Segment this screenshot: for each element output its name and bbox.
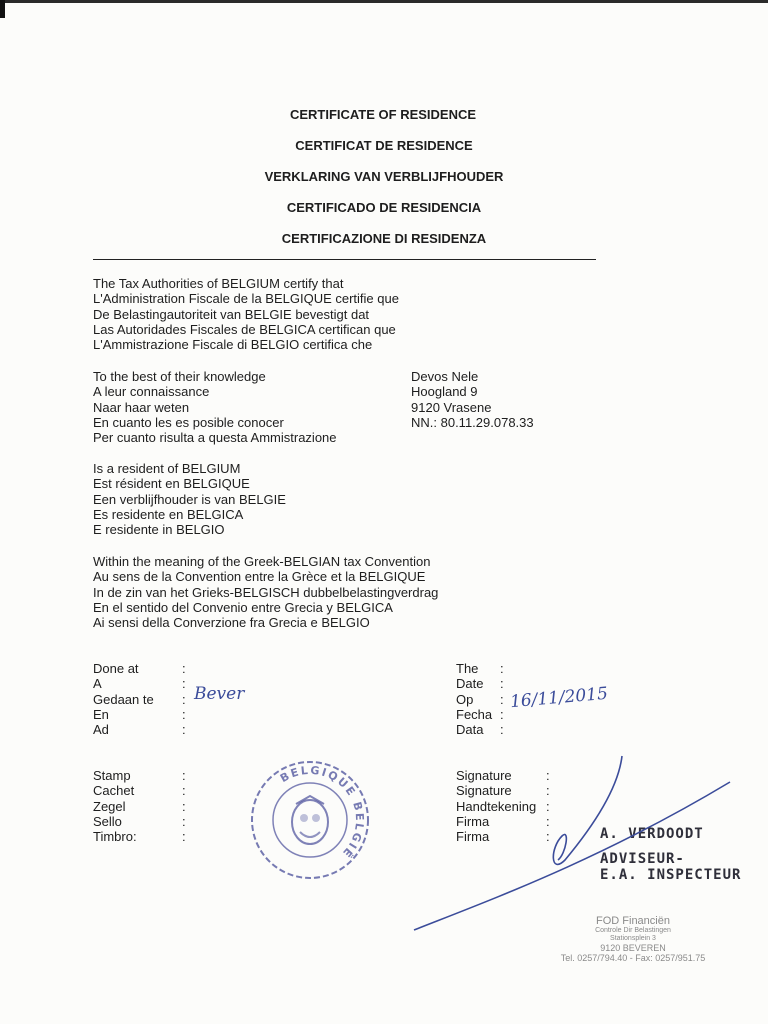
signer-title-2: E.A. INSPECTEUR xyxy=(600,867,742,883)
stamp-colons: : : : : : xyxy=(182,768,186,845)
place-label: En xyxy=(93,706,109,722)
office-phone: Tel. 0257/794.40 - Fax: 0257/951.75 xyxy=(560,953,706,963)
stamp-label: Sello xyxy=(93,813,122,829)
stamp-labels xyxy=(93,768,137,844)
date-labels xyxy=(456,661,492,737)
title-es: CERTIFICADO DE RESIDENCIA xyxy=(286,200,482,215)
date-handwritten: 16/11/2015 xyxy=(509,683,609,713)
resident-line: E residente in BELGIO xyxy=(93,522,225,538)
date-label: Data xyxy=(456,722,484,738)
convention-block xyxy=(93,554,438,630)
certify-line: Las Autoridades Fiscales de BELGICA certifican que xyxy=(93,321,396,337)
date-label: The xyxy=(456,661,479,676)
knowledge-line: Naar haar weten xyxy=(93,399,190,415)
title-en: CERTIFICATE OF RESIDENCE xyxy=(289,107,477,122)
signature-label: Handtekening xyxy=(456,798,537,814)
knowledge-block xyxy=(93,369,337,445)
signer-name: A. VERDOODT xyxy=(600,826,704,842)
signer-title-1: ADVISEUR- xyxy=(600,851,685,867)
title-divider xyxy=(93,259,596,260)
title-it: CERTIFICAZIONE DI RESIDENZA xyxy=(281,231,487,246)
knowledge-line: A leur connaissance xyxy=(93,384,210,400)
certify-line: L'Administration Fiscale de la BELGIQUE certifie que xyxy=(93,291,399,307)
office-stamp xyxy=(548,915,718,963)
signature-label: Firma xyxy=(456,829,490,845)
place-label: A xyxy=(93,676,102,692)
title-fr: CERTIFICAT DE RESIDENCE xyxy=(295,138,473,153)
convention-line: En el sentido del Convenio entre Grecia y BELGICA xyxy=(93,599,393,615)
convention-line: Ai sensi della Converzione fra Grecia e BELGIO xyxy=(93,615,370,631)
resident-street: Hoogland 9 xyxy=(411,384,478,400)
signature-label: Signature xyxy=(456,768,512,783)
date-label: Fecha xyxy=(456,706,493,722)
place-label: Gedaan te xyxy=(93,691,154,707)
place-label: Ad xyxy=(93,722,109,738)
date-colons: : : : : : xyxy=(500,661,504,738)
resident-line: Is a resident of BELGIUM xyxy=(93,461,241,476)
knowledge-line: Per cuanto risulta a questa Ammistrazione xyxy=(93,430,337,446)
svg-text:BELGIQUE BELGIË: BELGIQUE BELGIË xyxy=(277,763,367,861)
office-line: Stationsplein 3 xyxy=(610,935,656,942)
signature-label: Firma xyxy=(456,813,490,829)
place-handwritten: Bever xyxy=(194,684,245,704)
knowledge-line: En cuanto les es posible conocer xyxy=(93,414,284,430)
date-label: Op xyxy=(456,691,474,707)
signature-colons: : : : : : xyxy=(546,768,550,845)
office-line: Controle Dir Belastingen xyxy=(595,927,671,934)
certify-line: The Tax Authorities of BELGIUM certify that xyxy=(93,276,344,291)
certify-line: L'Ammistrazione Fiscale di BELGIO certifica che xyxy=(93,337,373,353)
office-city: 9120 BEVEREN xyxy=(600,943,666,953)
certify-block xyxy=(93,276,399,352)
certify-line: De Belastingautoriteit van BELGIE bevestigt dat xyxy=(93,306,370,322)
title-nl: VERKLARING VAN VERBLIJFHOUDER xyxy=(264,169,504,184)
resident-name: Devos Nele xyxy=(411,369,479,384)
resident-address xyxy=(411,369,534,430)
resident-block xyxy=(93,461,286,537)
place-labels xyxy=(93,661,154,737)
certificate-titles xyxy=(0,107,768,262)
signature-label: Signature xyxy=(456,783,512,799)
resident-line: Est résident en BELGIQUE xyxy=(93,476,250,492)
place-label: Done at xyxy=(93,661,139,676)
place-colons: : : : : : xyxy=(182,661,186,738)
scan-corner-mark xyxy=(0,0,5,18)
knowledge-line: To the best of their knowledge xyxy=(93,369,266,384)
resident-national-number: NN.: 80.11.29.078.33 xyxy=(411,414,534,430)
resident-city: 9120 Vrasene xyxy=(411,399,492,415)
official-seal-stamp xyxy=(246,756,374,884)
office-name: FOD Financiën xyxy=(596,915,670,927)
resident-line: Es residente en BELGICA xyxy=(93,506,244,522)
stamp-label: Stamp xyxy=(93,768,131,783)
convention-line: Au sens de la Convention entre la Grèce et la BELGIQUE xyxy=(93,569,426,585)
convention-line: In de zin van het Grieks-BELGISCH dubbelbelastingverdrag xyxy=(93,584,439,600)
stamp-label: Zegel xyxy=(93,798,126,814)
convention-line: Within the meaning of the Greek-BELGIAN tax Convention xyxy=(93,554,431,569)
date-label: Date xyxy=(456,676,484,692)
stamp-label: Cachet xyxy=(93,783,135,799)
scan-top-edge xyxy=(0,0,768,3)
resident-line: Een verblijfhouder is van BELGIE xyxy=(93,491,286,507)
handwritten-signature xyxy=(400,750,745,940)
stamp-label: Timbro: xyxy=(93,829,137,845)
